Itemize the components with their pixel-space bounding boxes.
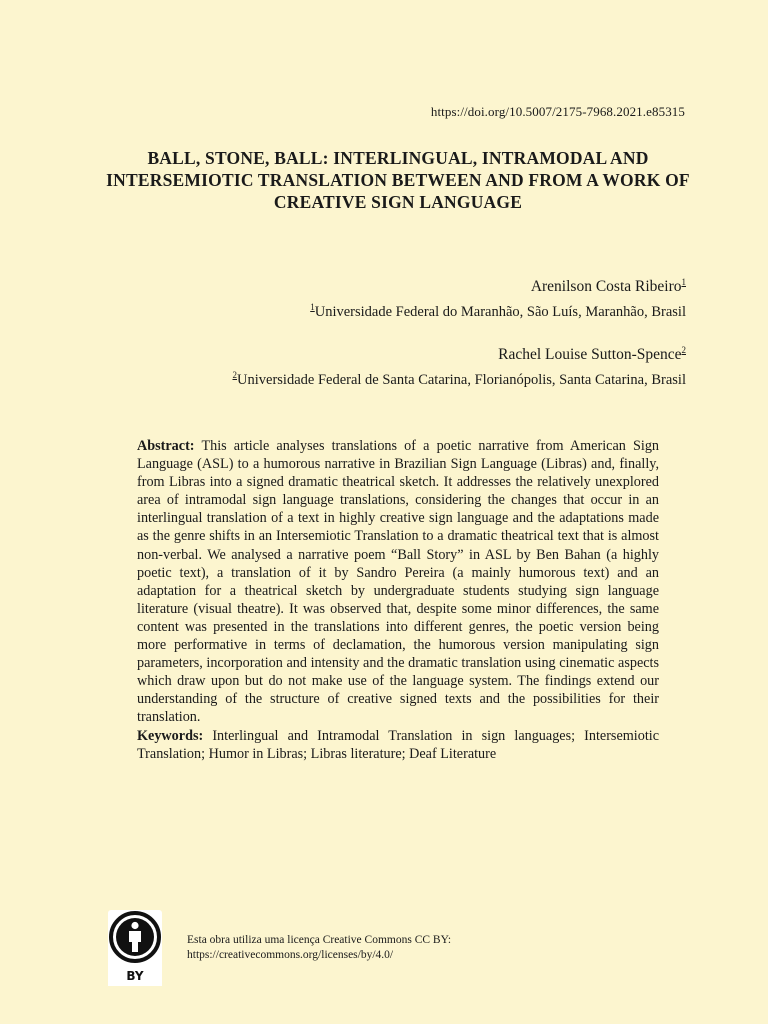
license-line-1: Esta obra utiliza uma licença Creative Commons CC BY: — [187, 934, 452, 946]
abstract-label: Abstract: — [137, 438, 195, 454]
creative-commons-by-icon[interactable] — [108, 910, 162, 986]
abstract-section — [137, 437, 659, 763]
affiliation-1-text: Universidade Federal do Maranhão, São Luís, Maranhão, Brasil — [314, 304, 686, 320]
author-2-superscript: 2 — [681, 345, 686, 355]
affiliation-2-superscript: 2 — [232, 370, 238, 380]
author-name-1-text: Arenilson Costa Ribeiro — [530, 278, 682, 295]
doi-link[interactable]: https://doi.org/10.5007/2175-7968.2021.e85315 — [430, 104, 685, 119]
author-name-2-text: Rachel Louise Sutton-Spence — [498, 346, 682, 363]
abstract-text: This article analyses translations of a poetic narrative from American Sign Language (ASL) to a humorous narrative in Brazilian Sign Language (Libras) and, finally, from Libras into a signed dramatic theatrical sketch. It addresses the relatively unexplored area of intramodal sign language translations, considering the changes that occur in an interlingual translation of a text in highly creative sign language and the adaptations made as the genre shifts in an Intersemiotic Translation to a dramatic theatrical text that is almost non-verbal. We analysed a narrative poem “Ball Story” in ASL by Ben Bahan (a highly poetic text), a translation of it by Sandro Pereira (a mainly humorous text) and an adaptation for a theatrical sketch by undergraduate students studying sign language literature (visual theatre). It was observed that, despite some minor differences, the same content was presented in the translations into different genres, the poetic version being more performative in terms of declamation, the humorous version manipulating sign parameters, incorporation and intensity and the dramatic translation using cinematic aspects which draw upon but do not make use of the language system. The findings extend our understanding of the structure of creative signed texts and the possibilities for their translation. — [137, 438, 660, 726]
author-affiliation-1 — [310, 297, 686, 322]
author-1-superscript: 1 — [681, 277, 686, 287]
author-name-1 — [310, 272, 686, 297]
license-notice — [187, 933, 451, 963]
paper-title: BALL, STONE, BALL: INTERLINGUAL, INTRAMODAL AND INTERSEMIOTIC TRANSLATION BETWEEN AND FROM A WORK OF CREATIVE SIGN LANGUAGE — [106, 148, 690, 212]
keywords-paragraph — [137, 727, 659, 763]
license-url[interactable]: https://creativecommons.org/licenses/by/4.0/ — [187, 949, 394, 961]
author-block-2 — [233, 340, 686, 390]
author-affiliation-2 — [233, 365, 686, 390]
keywords-text: Interlingual and Intramodal Translation in sign languages; Intersemiotic Translation; Humor in Libras; Libras literature; Deaf Literature — [137, 727, 660, 762]
cc-by-badge-text: BY — [126, 969, 144, 983]
abstract-paragraph — [137, 437, 659, 727]
author-block-1 — [310, 272, 686, 322]
author-name-2 — [233, 340, 686, 365]
affiliation-2-text: Universidade Federal de Santa Catarina, Florianópolis, Santa Catarina, Brasil — [237, 372, 686, 388]
keywords-label: Keywords: — [137, 727, 204, 744]
affiliation-1-superscript: 1 — [310, 302, 315, 312]
